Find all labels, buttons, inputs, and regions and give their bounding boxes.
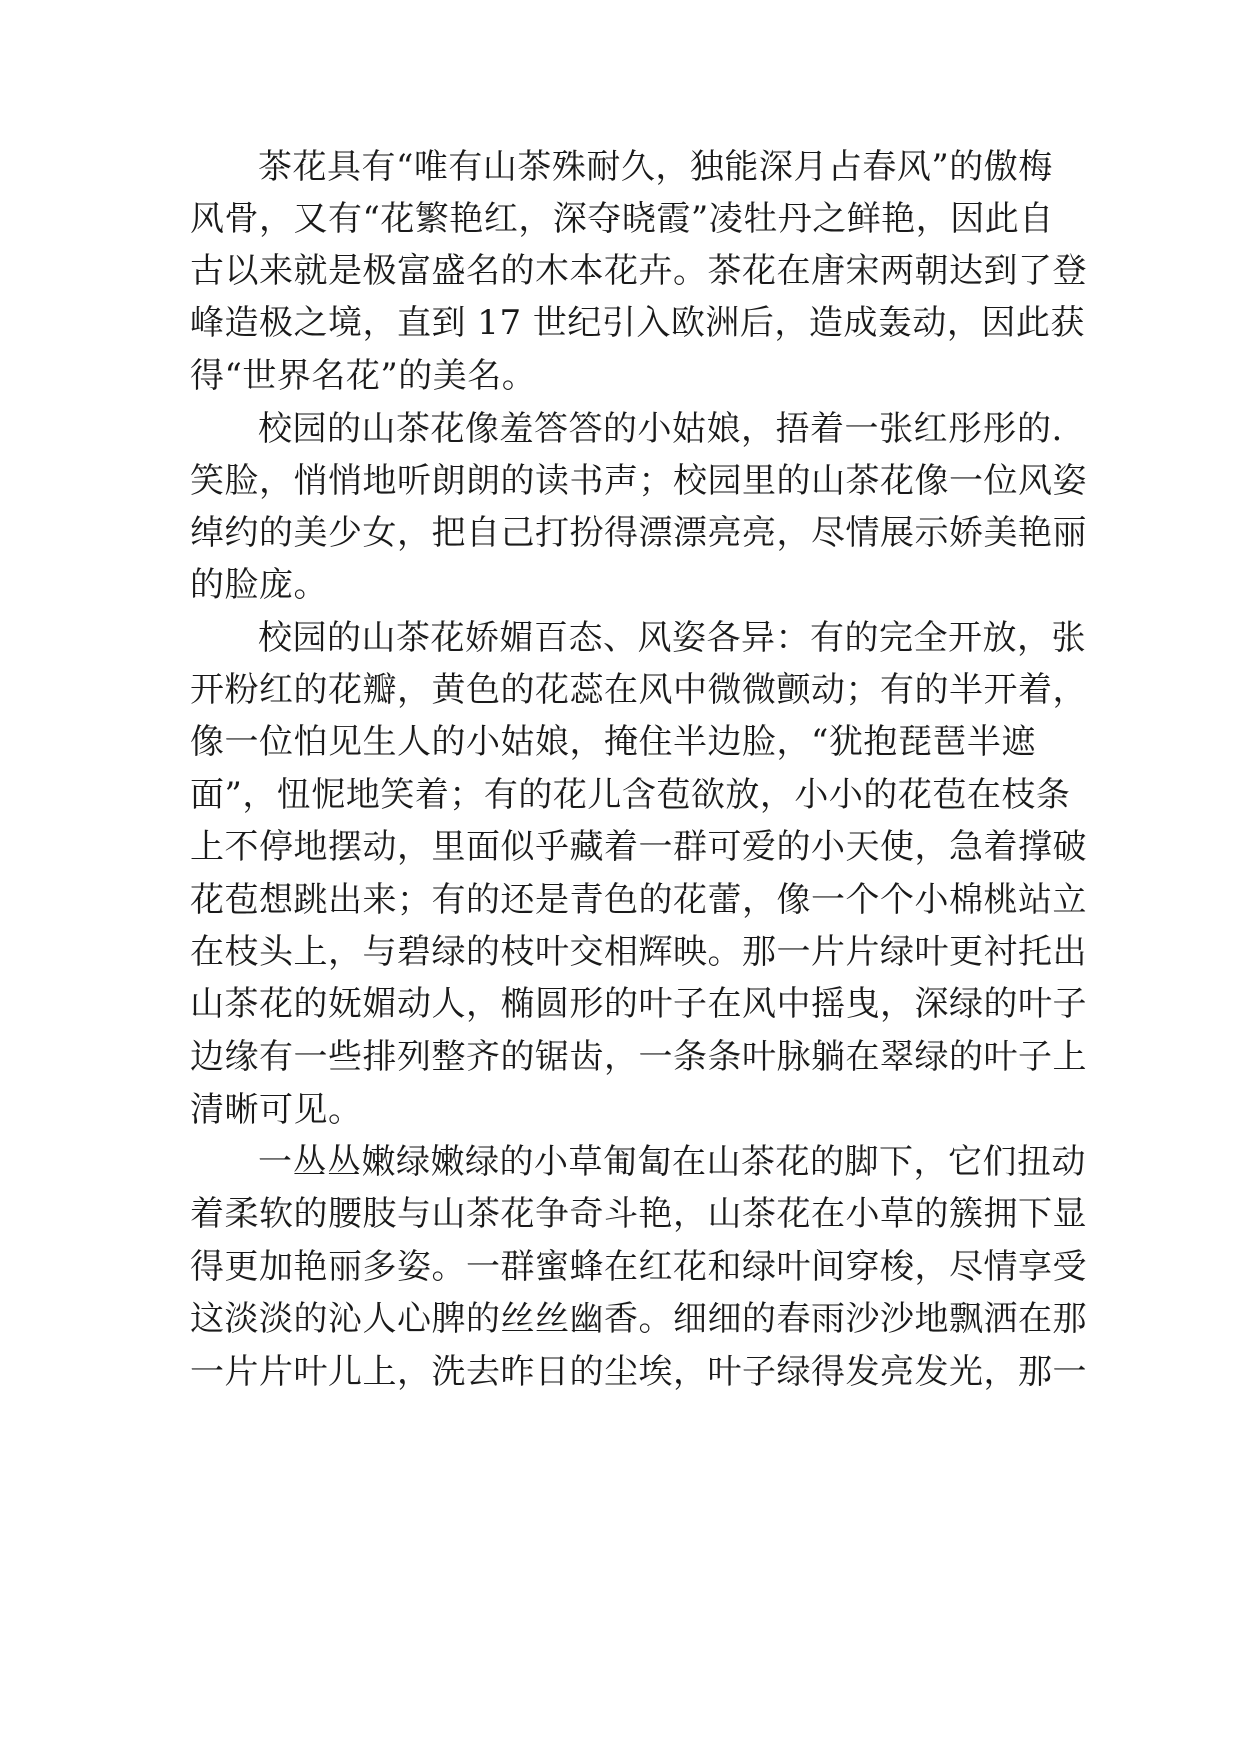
text-line: 校园的山茶花娇媚百态、风姿各异：有的完全开放，张 — [258, 618, 1086, 658]
text-line: 得更加艳丽多姿。一群蜜蜂在红花和绿叶间穿梭，尽情享受 — [190, 1247, 1087, 1287]
text-line: 开粉红的花瓣，黄色的花蕊在风中微微颤动；有的半开着， — [190, 670, 1087, 710]
text-line: 山茶花的妩媚动人，椭圆形的叶子在风中摇曳，深绿的叶子 — [190, 984, 1087, 1024]
text-line: 上不停地摆动，里面似乎藏着一群可爱的小天使，急着撑破 — [190, 827, 1087, 867]
text-line: 在枝头上，与碧绿的枝叶交相辉映。那一片片绿叶更衬托出 — [190, 932, 1087, 972]
text-line: 得“世界名花”的美名。 — [190, 356, 537, 396]
text-line: 这淡淡的沁人心脾的丝丝幽香。细细的春雨沙沙地飘洒在那 — [190, 1299, 1087, 1339]
text-line: 茶花具有“唯有山茶殊耐久，独能深月占春风”的傲梅 — [258, 147, 1053, 187]
text-line: 古以来就是极富盛名的木本花卉。茶花在唐宋两朝达到了登 — [190, 251, 1087, 291]
text-line: 风骨，又有“花繁艳红，深夺晓霞”凌牡丹之鲜艳，因此自 — [190, 199, 1054, 239]
text-line: 峰造极之境，直到 17 世纪引入欧洲后，造成轰动，因此获 — [190, 303, 1085, 343]
text-line: 像一位怕见生人的小姑娘，掩住半边脸，“犹抱琵琶半遮 — [190, 722, 1036, 762]
text-line: 绰约的美少女，把自己打扮得漂漂亮亮，尽情展示娇美艳丽 — [190, 513, 1087, 553]
text-line: 边缘有一些排列整齐的锯齿，一条条叶脉躺在翠绿的叶子上 — [190, 1037, 1087, 1077]
text-line: 清晰可见。 — [190, 1090, 363, 1130]
text-line: 的脸庞。 — [190, 565, 328, 605]
text-line: 一丛丛嫩绿嫩绿的小草匍匐在山茶花的脚下，它们扭动 — [258, 1142, 1086, 1182]
text-line: 面”，忸怩地笑着；有的花儿含苞欲放，小小的花苞在枝条 — [190, 775, 1071, 815]
text-line: 花苞想跳出来；有的还是青色的花蕾，像一个个小棉桃站立 — [190, 880, 1087, 920]
text-line: 校园的山茶花像羞答答的小姑娘，捂着一张红彤彤的. — [258, 409, 1063, 449]
text-line: 一片片叶儿上，洗去昨日的尘埃，叶子绿得发亮发光，那一 — [190, 1352, 1087, 1392]
text-line: 笑脸，悄悄地听朗朗的读书声；校园里的山茶花像一位风姿 — [190, 461, 1087, 501]
text-line: 着柔软的腰肢与山茶花争奇斗艳，山茶花在小草的簇拥下显 — [190, 1194, 1087, 1234]
